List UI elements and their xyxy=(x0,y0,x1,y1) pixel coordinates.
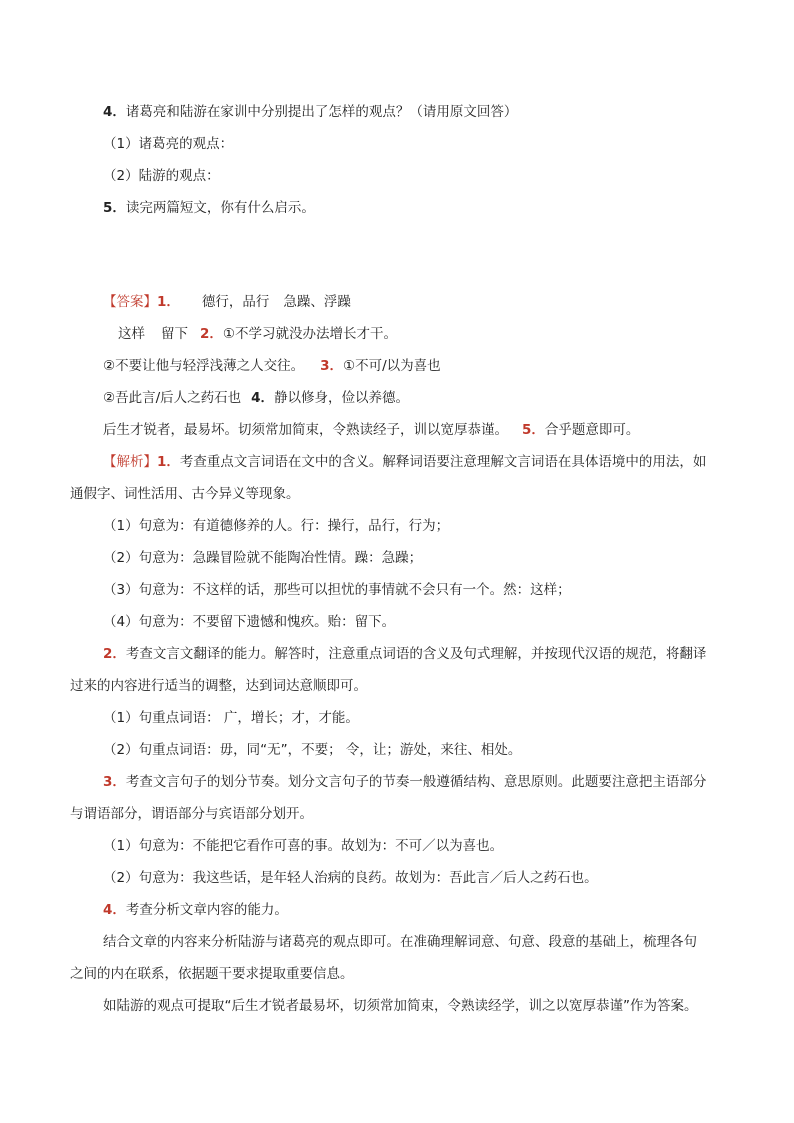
question-4-text: 诸葛亮和陆游在家训中分别提出了怎样的观点？（请用原文回答） xyxy=(125,104,518,120)
answer-4-part-1: 静以修身，俭以养德。 xyxy=(274,390,410,406)
analysis-4-para-line-2: 之间的内在联系，依据题干要求提取重要信息。 xyxy=(70,966,354,982)
analysis-3-sentence-2: （2）句意为：我这些话，是年轻人治病的良药。故划为：吾此言／后人之药石也。 xyxy=(103,870,598,886)
analysis-line-1 xyxy=(103,452,706,472)
analysis-number-2: 2． xyxy=(103,646,126,662)
answer-number-5: 5． xyxy=(522,422,545,438)
answer-1-word-2: 急躁、浮躁 xyxy=(283,294,351,310)
analysis-number-3: 3． xyxy=(103,774,126,790)
answer-label: 【答案】 xyxy=(103,294,157,310)
answer-number-1: 1． xyxy=(157,294,180,310)
analysis-label: 【解析】 xyxy=(103,454,157,470)
analysis-2-sentence-1: （1）句重点词语： 广，增长；才，才能。 xyxy=(103,710,359,726)
analysis-4-example: 如陆游的观点可提取“后生才锐者最易坏，切须常加简束，令熟读经学，训之以宽厚恭谨”作为答案。 xyxy=(103,998,698,1014)
analysis-2-line-1: 考查文言文翻译的能力。解答时，注意重点词语的含义及句式理解，并按现代汉语的规范，将翻译 xyxy=(125,646,707,662)
answer-1-word-1: 德行，品行 xyxy=(201,294,270,310)
analysis-line-4 xyxy=(103,900,288,920)
question-4 xyxy=(103,102,517,122)
analysis-number-1: 1． xyxy=(157,454,180,470)
analysis-3-sentence-1: （1）句意为：不能把它看作可喜的事。故划为：不可／以为喜也。 xyxy=(103,838,504,854)
question-4-number: 4． xyxy=(103,104,126,120)
answer-3-part-1: ①不可/以为喜也 xyxy=(343,358,441,374)
answer-number-4: 4． xyxy=(251,390,275,406)
analysis-2-sentence-2: （2）句重点词语：毋，同“无”，不要； 令，让；游处，来往、相处。 xyxy=(103,742,522,758)
analysis-number-4: 4． xyxy=(103,902,126,918)
answer-number-3: 3． xyxy=(320,358,344,374)
answer-number-2: 2． xyxy=(200,326,223,342)
answer-line-5 xyxy=(103,420,639,440)
analysis-1-line-1: 考查重点文言词语在文中的含义。解释词语要注意理解文言词语在具体语境中的用法，如 xyxy=(179,454,707,470)
question-5-number: 5． xyxy=(103,200,126,216)
answer-2-part-1: ①不学习就没办法增长才干。 xyxy=(222,326,398,342)
answer-4-part-2: 后生才锐者，最易坏。切须常加简束，令熟读经子，训以宽厚恭谨。 xyxy=(103,422,508,438)
analysis-1-sentence-4: （4）句意为：不要留下遗憾和愧疚。贻：留下。 xyxy=(103,614,396,630)
answer-1-word-3: 这样 xyxy=(118,326,145,342)
answer-line-4 xyxy=(103,388,409,408)
analysis-1-sentence-3: （3）句意为：不这样的话，那些可以担忧的事情就不会只有一个。然：这样； xyxy=(103,582,571,598)
analysis-4-text: 考查分析文章内容的能力。 xyxy=(125,902,288,918)
analysis-line-2 xyxy=(103,644,706,664)
analysis-2-line-2: 过来的内容进行适当的调整，达到词达意顺即可。 xyxy=(70,678,367,694)
analysis-line-3 xyxy=(103,772,706,792)
analysis-1-line-2: 通假字、词性活用、古今异义等现象。 xyxy=(70,486,300,502)
answer-2-part-2: ②不要让他与轻浮浅薄之人交往。 xyxy=(103,358,305,374)
answer-5-text: 合乎题意即可。 xyxy=(544,422,640,438)
analysis-1-sentence-2: （2）句意为：急躁冒险就不能陶冶性情。躁：急躁； xyxy=(103,550,423,566)
answer-line-2 xyxy=(118,324,397,344)
analysis-4-para-line-1: 结合文章的内容来分析陆游与诸葛亮的观点即可。在准确理解词意、句意、段意的基础上，梳理各句 xyxy=(103,934,697,950)
analysis-3-line-2: 与谓语部分，谓语部分与宾语部分划开。 xyxy=(70,806,313,822)
analysis-1-sentence-1: （1）句意为：有道德修养的人。行：操行，品行，行为； xyxy=(103,518,450,534)
question-5 xyxy=(103,198,315,218)
question-5-text: 读完两篇短文，你有什么启示。 xyxy=(125,200,315,216)
question-4-part-2: （2）陆游的观点： xyxy=(103,168,220,184)
question-4-part-1: （1）诸葛亮的观点： xyxy=(103,136,234,152)
answer-1-word-4: 留下 xyxy=(161,326,188,342)
answer-line-1 xyxy=(103,292,351,312)
answer-3-part-2: ②吾此言/后人之药石也 xyxy=(103,390,242,406)
answer-line-3 xyxy=(103,356,441,376)
analysis-3-line-1: 考查文言句子的划分节奏。划分文言句子的节奏一般遵循结构、意思原则。此题要注意把主语部分 xyxy=(125,774,707,790)
